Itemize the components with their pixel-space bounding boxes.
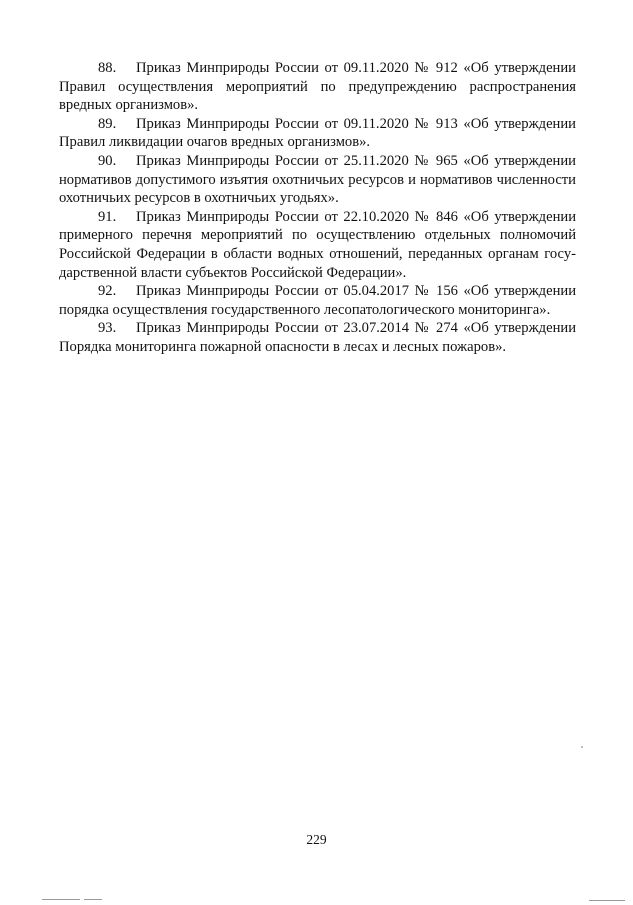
item-number: 88. <box>98 60 117 76</box>
scan-edge-line <box>84 899 102 900</box>
list-item <box>59 319 576 356</box>
item-number: 93. <box>98 320 117 337</box>
scan-edge-line <box>42 899 80 900</box>
item-number: 91. <box>98 208 117 225</box>
page-number: 229 <box>306 832 327 847</box>
list-item <box>59 208 576 282</box>
item-text: Приказ Минприроды России от 23.07.2014 № 274 «Об утверждении Порядка мониторинга пожарной опасности в лесах и лесных пожаров». <box>59 320 576 355</box>
item-text: Приказ Минприроды России от 05.04.2017 № 156 «Об утверждении порядка осуществления государственного лесопатологического мониторинга». <box>59 283 576 318</box>
item-text: Приказ Минприроды России от 09.11.2020 № 913 «Об утверждении Правил ликвидации очагов вредных организмов». <box>59 115 576 151</box>
list-item <box>59 115 576 152</box>
item-number: 90. <box>98 152 117 169</box>
scan-edge-line <box>589 900 625 901</box>
item-number: 89. <box>98 115 117 132</box>
item-text: Приказ Минприроды России от 09.11.2020 № 912 «Об утверждении Правил осуществления мероприятий по предупреждению распространения вредных организмов». <box>59 60 576 114</box>
list-item <box>59 152 576 208</box>
document-body <box>59 59 576 357</box>
item-text: Приказ Минприроды России от 22.10.2020 № 846 «Об утверждении примерного перечня мероприятий по осуществлению отдельных полномочий Российской Федерации в области водных отношений, переданных органам государственной власти субъектов Российской Федерации». <box>59 208 576 281</box>
list-item <box>59 59 576 115</box>
scan-artifact <box>581 746 583 748</box>
item-text: Приказ Минприроды России от 25.11.2020 № 965 «Об утверждении нормативов допустимого изъятия охотничьих ресурсов и нормативов численности охотничьих ресурсов в охотничьих угодьях». <box>59 152 576 207</box>
item-number: 92. <box>98 283 117 300</box>
list-item <box>59 282 576 319</box>
